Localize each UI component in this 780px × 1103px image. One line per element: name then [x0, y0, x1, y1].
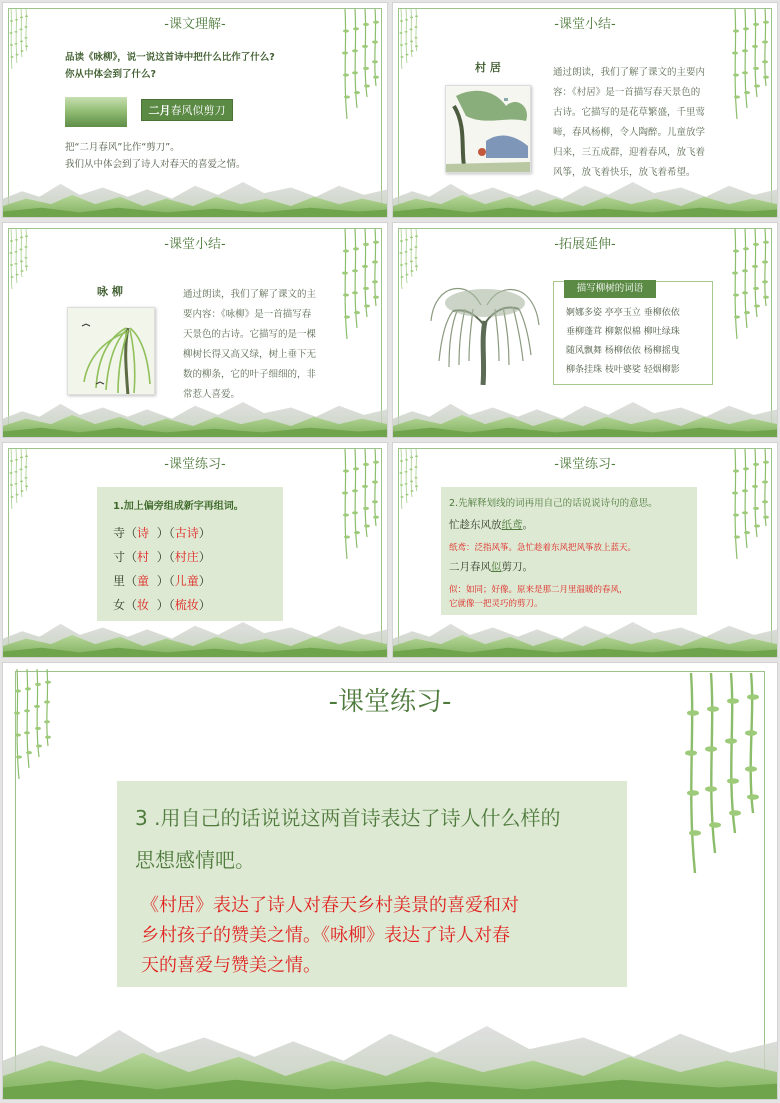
paren: （ [168, 574, 175, 588]
note-2-line-1: 似：如同；好像。原来是那二月里温暖的春风， [449, 585, 628, 595]
poem-line-1 [449, 517, 533, 532]
word-line: 柳条挂珠 枝叶婆娑 轻烟柳影 [566, 365, 680, 375]
slide-4[interactable] [392, 222, 778, 438]
slide-title: -课堂小结- [164, 237, 226, 252]
poem-illustration [445, 85, 531, 173]
slide-2[interactable] [392, 2, 778, 218]
summary-line: 常惹人喜爱。 [183, 389, 241, 400]
answer-word: 古诗 [174, 526, 199, 540]
poem-name: 村 居 [475, 61, 501, 74]
base-char: 寸 [113, 550, 126, 564]
line-text: 忙趁东风放 [449, 519, 502, 531]
paren: ） [156, 550, 169, 564]
exercise-box [441, 487, 697, 615]
underlined-word: 似 [491, 561, 502, 573]
mountain-decoration [3, 391, 387, 437]
mountain-decoration [393, 611, 777, 657]
summary-line: 数的柳条，它的叶子细细的，非 [183, 369, 317, 380]
answer-word: 儿童 [174, 574, 199, 588]
base-char: 女 [113, 598, 126, 612]
slide-title: -课文理解- [164, 17, 226, 32]
answer-char: 村 [137, 550, 150, 564]
note-2-line-2: 它就像一把灵巧的剪刀。 [449, 599, 543, 609]
willow-tree-icon [423, 281, 543, 385]
word-box [553, 281, 713, 385]
paren: （ [125, 574, 138, 588]
paren: ） [198, 598, 211, 612]
answer-char: 妆 [137, 598, 150, 612]
mountain-decoration [3, 1003, 777, 1099]
base-char: 寺 [113, 526, 126, 540]
question-line-1: 品读《咏柳》，说一说这首诗中把什么比作了什么? [65, 52, 275, 63]
phrase-bold: 二月 [148, 104, 171, 117]
question-text [65, 49, 275, 83]
summary-line: 古诗。它描写的是花草繁盛，千里莺 [553, 107, 706, 118]
mountain-decoration [393, 171, 777, 217]
note-1: 纸鸢：泛指风筝。急忙趁着东风把风筝放上蓝天。 [449, 543, 637, 553]
answer-line-1: 把“二月春风”比作“剪刀”。 [65, 142, 180, 153]
slide-title: -课堂练习- [328, 687, 452, 717]
underlined-word: 纸鸢 [501, 519, 523, 531]
summary-text [553, 63, 733, 183]
summary-line: 天景色的古诗。它描写的是一棵 [183, 329, 317, 340]
poem-name: 咏 柳 [97, 285, 123, 298]
base-char: 里 [113, 574, 126, 588]
willow-photo [65, 97, 127, 127]
question-line-2: 你从中体会到了什么? [65, 69, 157, 80]
paren: ） [156, 574, 169, 588]
line-text: 二月春风 [449, 561, 491, 573]
poem-illustration [67, 307, 155, 395]
slide-title: -课堂练习- [554, 457, 616, 472]
summary-line: 归来，三五成群，迎着春风，放飞着 [553, 147, 706, 158]
answer-char: 诗 [137, 526, 150, 540]
paren: ） [198, 550, 211, 564]
summary-line: 柳树长得又高又绿，树上垂下无 [183, 349, 317, 360]
answer-line: 《村居》表达了诗人对春天乡村美景的喜爱和对 [141, 895, 519, 916]
summary-text [183, 285, 353, 405]
paren: ） [156, 598, 169, 612]
paren: （ [168, 526, 175, 540]
question-line-2: 思想感情吧。 [135, 848, 255, 872]
paren: （ [168, 598, 175, 612]
exercise-row [113, 569, 211, 593]
word-line: 随风飘舞 杨柳依依 杨柳摇曳 [566, 346, 680, 356]
slide-title: -课堂练习- [164, 457, 226, 472]
phrase-rest: 春风似剪刀 [170, 104, 226, 117]
line-text: 剪刀。 [501, 561, 533, 573]
summary-line: 啼，春风杨柳，令人陶醉。儿童放学 [553, 127, 706, 138]
answer-text [65, 139, 246, 173]
paren: （ [125, 526, 138, 540]
paren: （ [168, 550, 175, 564]
line-text: 。 [522, 519, 533, 531]
exercise-box [117, 781, 627, 987]
answer-char: 童 [137, 574, 150, 588]
exercise-box [97, 487, 283, 621]
summary-line: 容：《村居》是一首描写春天景色的 [553, 87, 701, 98]
summary-line: 风筝，放飞着快乐，放飞着希望。 [553, 167, 696, 178]
slide-5[interactable] [2, 442, 388, 658]
answer-line-2: 我们从中体会到了诗人对春天的喜爱之情。 [65, 159, 246, 170]
mountain-decoration [393, 391, 777, 437]
paren: （ [125, 550, 138, 564]
slide-7[interactable] [2, 662, 778, 1100]
poem-phrase-box [141, 99, 233, 121]
summary-line: 通过朗读，我们了解了课文的主 [183, 289, 317, 300]
word-line: 婀娜多姿 亭亭玉立 垂柳依依 [566, 308, 680, 318]
paren: ） [156, 526, 169, 540]
question-line-1: 3 .用自己的话说说这两首诗表达了诗人什么样的 [135, 806, 561, 830]
word-list [566, 304, 680, 380]
summary-line: 要内容：《咏柳》是一首描写春 [183, 309, 312, 320]
question-text [135, 797, 560, 881]
mountain-decoration [3, 611, 387, 657]
exercise-row [113, 521, 211, 545]
poem-line-2 [449, 559, 533, 574]
exercise-rows [113, 521, 211, 617]
note-2 [449, 583, 628, 611]
word-line: 垂柳蓬茸 柳絮似棉 柳吐绿珠 [566, 327, 680, 337]
exercise-row [113, 545, 211, 569]
exercise-heading: 1.加上偏旁组成新字再组词。 [113, 501, 244, 512]
answer-word: 梳妆 [174, 598, 199, 612]
exercise-heading: 2.先解释划线的词再用自己的话说说诗句的意思。 [449, 498, 658, 509]
answer-line: 乡村孩子的赞美之情。《咏柳》表达了诗人对春 [141, 925, 510, 946]
village-painting-icon [446, 86, 531, 173]
mountain-decoration [3, 171, 387, 217]
paren: ） [198, 574, 211, 588]
answer-word: 村庄 [174, 550, 199, 564]
summary-line: 通过朗读，我们了解了课文的主要内 [553, 67, 706, 78]
slide-title: -课堂小结- [554, 17, 616, 32]
paren: （ [125, 598, 138, 612]
word-box-title: 描写柳树的词语 [564, 280, 656, 298]
paren: ） [198, 526, 211, 540]
answer-line: 天的喜爱与赞美之情。 [141, 955, 321, 976]
slide-1[interactable] [2, 2, 388, 218]
willow-painting-icon [68, 308, 155, 395]
answer-text [141, 891, 519, 981]
slide-3[interactable] [2, 222, 388, 438]
slide-title: -拓展延伸- [554, 237, 616, 252]
slide-6[interactable] [392, 442, 778, 658]
